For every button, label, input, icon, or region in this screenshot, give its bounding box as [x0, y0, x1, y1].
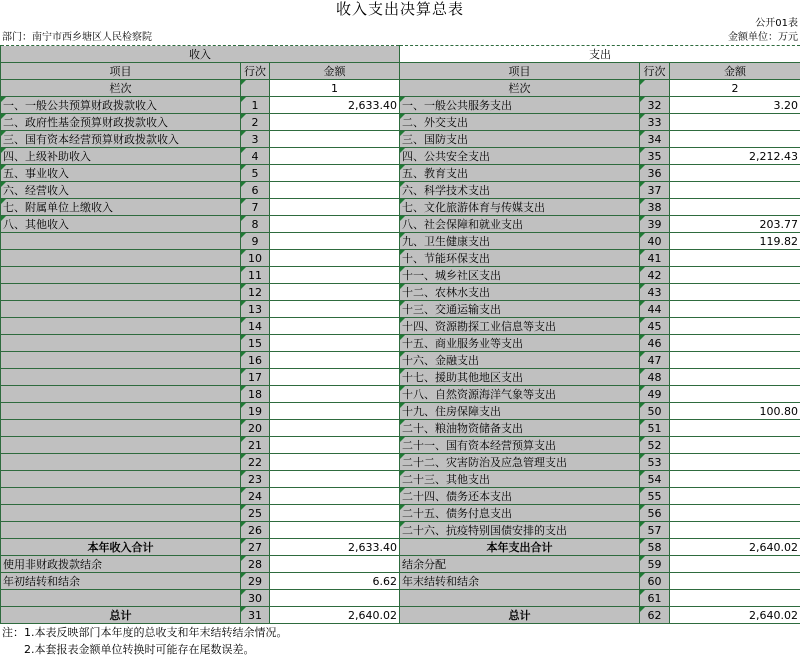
- expense-amount-cell: 203.77: [670, 216, 800, 233]
- column-label-row: [1, 80, 800, 97]
- table-row: [1, 369, 800, 386]
- expense-item-cell: 二十五、债务付息支出: [400, 505, 640, 522]
- summary-table: [0, 45, 800, 624]
- footnote-2: 2.本套报表金额单位转换时可能存在尾数误差。: [24, 643, 255, 656]
- expense-summary-label: 总计: [400, 607, 640, 624]
- table-row: [1, 148, 800, 165]
- expense-line-cell: 32: [640, 97, 670, 114]
- table-row: [1, 114, 800, 131]
- expense-amount-cell: [670, 471, 800, 488]
- income-amount-cell: [270, 488, 400, 505]
- expense-line-cell: 41: [640, 250, 670, 267]
- table-row: [1, 284, 800, 301]
- footnotes: [2, 624, 288, 658]
- income-item-cell: [1, 386, 241, 403]
- income-amount-cell: 2,633.40: [270, 97, 400, 114]
- expense-summary-amount: [670, 573, 800, 590]
- income-amount-cell: [270, 471, 400, 488]
- expense-amount-cell: [670, 182, 800, 199]
- expense-item-cell: 九、卫生健康支出: [400, 233, 640, 250]
- income-amount-cell: [270, 386, 400, 403]
- expense-line-cell: 35: [640, 148, 670, 165]
- income-item-cell: [1, 471, 241, 488]
- expense-line-cell: 46: [640, 335, 670, 352]
- income-amount-cell: [270, 318, 400, 335]
- expense-amount-cell: [670, 420, 800, 437]
- expense-item-cell: 七、文化旅游体育与传媒支出: [400, 199, 640, 216]
- expense-summary-label: [400, 590, 640, 607]
- report-title: 收入支出决算总表: [335, 0, 464, 18]
- income-amount-cell: [270, 131, 400, 148]
- expense-amount-cell: 119.82: [670, 233, 800, 250]
- income-amount-cell: [270, 199, 400, 216]
- expense-item-cell: 十五、商业服务业等支出: [400, 335, 640, 352]
- expense-amount-cell: [670, 437, 800, 454]
- income-item-cell: 三、国有资本经营预算财政拨款收入: [1, 131, 241, 148]
- expense-item-cell: 十九、住房保障支出: [400, 403, 640, 420]
- table-row: [1, 488, 800, 505]
- expense-line-cell: 45: [640, 318, 670, 335]
- expense-amount-cell: [670, 284, 800, 301]
- income-item-cell: [1, 454, 241, 471]
- expense-item-cell: 十八、自然资源海洋气象等支出: [400, 386, 640, 403]
- table-row: [1, 199, 800, 216]
- income-amount-cell: [270, 505, 400, 522]
- expense-summary-line: 60: [640, 573, 670, 590]
- income-summary-amount: 2,640.02: [270, 607, 400, 624]
- income-item-cell: 五、事业收入: [1, 165, 241, 182]
- expense-line-cell: 43: [640, 284, 670, 301]
- income-line-cell: 1: [241, 97, 270, 114]
- income-line-cell: 17: [241, 369, 270, 386]
- table-row: [1, 505, 800, 522]
- expense-item-cell: 四、公共安全支出: [400, 148, 640, 165]
- expense-amount-header: 金额: [670, 63, 800, 80]
- income-amount-cell: [270, 267, 400, 284]
- expense-item-cell: 二十、粮油物资储备支出: [400, 420, 640, 437]
- income-line-cell: 13: [241, 301, 270, 318]
- table-row: [1, 250, 800, 267]
- table-row: [1, 437, 800, 454]
- expense-line-cell: 52: [640, 437, 670, 454]
- section-header-row: [1, 46, 800, 63]
- amount-unit-label: 金额单位：万元: [728, 32, 798, 43]
- income-item-cell: [1, 335, 241, 352]
- table-row: [1, 403, 800, 420]
- income-item-cell: [1, 318, 241, 335]
- table-row: [1, 454, 800, 471]
- expense-item-cell: 十一、城乡社区支出: [400, 267, 640, 284]
- expense-item-cell: 六、科学技术支出: [400, 182, 640, 199]
- expense-amount-cell: [670, 369, 800, 386]
- income-summary-label: 使用非财政拨款结余: [1, 556, 241, 573]
- expense-line-cell: 39: [640, 216, 670, 233]
- income-line-cell: 21: [241, 437, 270, 454]
- form-code: 公开01表: [755, 18, 798, 29]
- income-item-cell: [1, 284, 241, 301]
- income-item-cell: [1, 369, 241, 386]
- table-row: [1, 131, 800, 148]
- income-line-cell: 12: [241, 284, 270, 301]
- income-amount-cell: [270, 148, 400, 165]
- expense-line-cell: 47: [640, 352, 670, 369]
- income-line-cell: 5: [241, 165, 270, 182]
- expense-line-cell: 57: [640, 522, 670, 539]
- expense-summary-line: 62: [640, 607, 670, 624]
- expense-summary-amount: [670, 556, 800, 573]
- expense-amount-cell: [670, 335, 800, 352]
- expense-item-cell: 二十二、灾害防治及应急管理支出: [400, 454, 640, 471]
- expense-line-cell: 55: [640, 488, 670, 505]
- income-summary-amount: 6.62: [270, 573, 400, 590]
- income-amount-cell: [270, 437, 400, 454]
- expense-item-cell: 一、一般公共服务支出: [400, 97, 640, 114]
- summary-row: [1, 590, 800, 607]
- department-label: 部门：南宁市西乡塘区人民检察院: [2, 32, 152, 43]
- income-item-cell: [1, 250, 241, 267]
- expense-line-header: 行次: [640, 63, 670, 80]
- expense-amount-cell: [670, 114, 800, 131]
- expense-amount-cell: 100.80: [670, 403, 800, 420]
- income-line-cell: 11: [241, 267, 270, 284]
- income-item-header: 项目: [1, 63, 241, 80]
- income-line-cell: 3: [241, 131, 270, 148]
- expense-item-cell: 二、外交支出: [400, 114, 640, 131]
- income-amount-cell: [270, 352, 400, 369]
- income-summary-label: [1, 590, 241, 607]
- expense-amount-cell: [670, 522, 800, 539]
- income-line-cell: 14: [241, 318, 270, 335]
- expense-amount-cell: [670, 352, 800, 369]
- expense-summary-label: 本年支出合计: [400, 539, 640, 556]
- expense-summary-amount: 2,640.02: [670, 539, 800, 556]
- expense-line-cell: 54: [640, 471, 670, 488]
- expense-item-cell: 十、节能环保支出: [400, 250, 640, 267]
- income-line-cell: 25: [241, 505, 270, 522]
- income-amount-cell: [270, 522, 400, 539]
- income-line-cell: 16: [241, 352, 270, 369]
- expense-line-cell: 49: [640, 386, 670, 403]
- income-line-cell: 26: [241, 522, 270, 539]
- income-column-number: 1: [270, 80, 400, 97]
- income-item-cell: 七、附属单位上缴收入: [1, 199, 241, 216]
- summary-row: [1, 573, 800, 590]
- expense-line-cell: 48: [640, 369, 670, 386]
- expense-item-cell: 十三、交通运输支出: [400, 301, 640, 318]
- table-row: [1, 471, 800, 488]
- table-row: [1, 420, 800, 437]
- table-row: [1, 267, 800, 284]
- income-line-cell: 2: [241, 114, 270, 131]
- expense-column-label-spacer: [640, 80, 670, 97]
- income-summary-amount: 2,633.40: [270, 539, 400, 556]
- expense-summary-label: 年末结转和结余: [400, 573, 640, 590]
- income-summary-label: 年初结转和结余: [1, 573, 241, 590]
- income-amount-cell: [270, 403, 400, 420]
- income-item-cell: [1, 267, 241, 284]
- table-row: [1, 335, 800, 352]
- expense-item-header: 项目: [400, 63, 640, 80]
- income-item-cell: 六、经营收入: [1, 182, 241, 199]
- income-amount-cell: [270, 114, 400, 131]
- income-summary-label: 本年收入合计: [1, 539, 241, 556]
- expense-item-cell: 十六、金融支出: [400, 352, 640, 369]
- expense-summary-amount: 2,640.02: [670, 607, 800, 624]
- table-row: [1, 318, 800, 335]
- income-amount-cell: [270, 301, 400, 318]
- table-row: [1, 233, 800, 250]
- expense-item-cell: 十四、资源勘探工业信息等支出: [400, 318, 640, 335]
- income-line-cell: 7: [241, 199, 270, 216]
- table-row: [1, 352, 800, 369]
- income-section-header: 收入: [1, 46, 400, 63]
- expense-summary-line: 59: [640, 556, 670, 573]
- expense-item-cell: 三、国防支出: [400, 131, 640, 148]
- expense-line-cell: 53: [640, 454, 670, 471]
- income-item-cell: 八、其他收入: [1, 216, 241, 233]
- expense-summary-label: 结余分配: [400, 556, 640, 573]
- income-item-cell: [1, 403, 241, 420]
- expense-section-header: 支出: [400, 46, 800, 63]
- table-row: [1, 165, 800, 182]
- expense-line-cell: 37: [640, 182, 670, 199]
- expense-line-cell: 44: [640, 301, 670, 318]
- income-item-cell: [1, 437, 241, 454]
- expense-amount-cell: [670, 199, 800, 216]
- income-line-cell: 6: [241, 182, 270, 199]
- income-line-cell: 8: [241, 216, 270, 233]
- income-item-cell: [1, 233, 241, 250]
- income-line-cell: 4: [241, 148, 270, 165]
- table-row: [1, 301, 800, 318]
- expense-line-cell: 38: [640, 199, 670, 216]
- table-row: [1, 97, 800, 114]
- income-item-cell: 一、一般公共预算财政拨款收入: [1, 97, 241, 114]
- expense-summary-line: 61: [640, 590, 670, 607]
- income-item-cell: 四、上级补助收入: [1, 148, 241, 165]
- expense-item-cell: 二十六、抗疫特别国债安排的支出: [400, 522, 640, 539]
- expense-item-cell: 十七、援助其他地区支出: [400, 369, 640, 386]
- expense-amount-cell: 3.20: [670, 97, 800, 114]
- expense-amount-cell: [670, 267, 800, 284]
- income-amount-cell: [270, 284, 400, 301]
- summary-row: [1, 607, 800, 624]
- expense-item-cell: 二十四、债务还本支出: [400, 488, 640, 505]
- income-summary-line: 28: [241, 556, 270, 573]
- expense-item-cell: 十二、农林水支出: [400, 284, 640, 301]
- income-line-cell: 24: [241, 488, 270, 505]
- expense-item-cell: 二十一、国有资本经营预算支出: [400, 437, 640, 454]
- income-item-cell: [1, 505, 241, 522]
- income-amount-cell: [270, 233, 400, 250]
- expense-line-cell: 42: [640, 267, 670, 284]
- income-item-cell: [1, 420, 241, 437]
- income-line-cell: 20: [241, 420, 270, 437]
- income-amount-cell: [270, 454, 400, 471]
- income-item-cell: 二、政府性基金预算财政拨款收入: [1, 114, 241, 131]
- income-line-header: 行次: [241, 63, 270, 80]
- expense-line-cell: 36: [640, 165, 670, 182]
- income-summary-line: 27: [241, 539, 270, 556]
- expense-amount-cell: [670, 131, 800, 148]
- income-line-cell: 10: [241, 250, 270, 267]
- expense-amount-cell: [670, 318, 800, 335]
- income-line-cell: 19: [241, 403, 270, 420]
- income-summary-line: 31: [241, 607, 270, 624]
- income-summary-label: 总计: [1, 607, 241, 624]
- income-item-cell: [1, 301, 241, 318]
- expense-line-cell: 56: [640, 505, 670, 522]
- column-header-row: [1, 63, 800, 80]
- income-line-cell: 18: [241, 386, 270, 403]
- income-line-cell: 15: [241, 335, 270, 352]
- expense-amount-cell: [670, 505, 800, 522]
- income-summary-amount: [270, 556, 400, 573]
- income-amount-header: 金额: [270, 63, 400, 80]
- income-column-label-spacer: [241, 80, 270, 97]
- expense-line-cell: 40: [640, 233, 670, 250]
- income-amount-cell: [270, 216, 400, 233]
- table-row: [1, 182, 800, 199]
- income-line-cell: 23: [241, 471, 270, 488]
- income-item-cell: [1, 488, 241, 505]
- expense-column-label: 栏次: [400, 80, 640, 97]
- expense-summary-line: 58: [640, 539, 670, 556]
- expense-line-cell: 33: [640, 114, 670, 131]
- expense-line-cell: 50: [640, 403, 670, 420]
- expense-item-cell: 二十三、其他支出: [400, 471, 640, 488]
- income-amount-cell: [270, 250, 400, 267]
- expense-item-cell: 八、社会保障和就业支出: [400, 216, 640, 233]
- expense-summary-amount: [670, 590, 800, 607]
- table-row: [1, 216, 800, 233]
- income-amount-cell: [270, 420, 400, 437]
- expense-item-cell: 五、教育支出: [400, 165, 640, 182]
- expense-column-number: 2: [670, 80, 800, 97]
- income-amount-cell: [270, 165, 400, 182]
- income-summary-amount: [270, 590, 400, 607]
- income-item-cell: [1, 522, 241, 539]
- income-summary-line: 29: [241, 573, 270, 590]
- income-amount-cell: [270, 369, 400, 386]
- expense-line-cell: 51: [640, 420, 670, 437]
- expense-amount-cell: [670, 488, 800, 505]
- table-row: [1, 522, 800, 539]
- expense-amount-cell: 2,212.43: [670, 148, 800, 165]
- income-line-cell: 9: [241, 233, 270, 250]
- income-column-label: 栏次: [1, 80, 241, 97]
- income-summary-line: 30: [241, 590, 270, 607]
- expense-amount-cell: [670, 386, 800, 403]
- income-amount-cell: [270, 182, 400, 199]
- summary-row: [1, 556, 800, 573]
- expense-amount-cell: [670, 454, 800, 471]
- expense-amount-cell: [670, 250, 800, 267]
- income-item-cell: [1, 352, 241, 369]
- footnote-1: 注：1.本表反映部门本年度的总收支和年末结转结余情况。: [2, 626, 288, 639]
- income-line-cell: 22: [241, 454, 270, 471]
- summary-row: [1, 539, 800, 556]
- table-row: [1, 386, 800, 403]
- income-amount-cell: [270, 335, 400, 352]
- expense-amount-cell: [670, 165, 800, 182]
- expense-amount-cell: [670, 301, 800, 318]
- expense-line-cell: 34: [640, 131, 670, 148]
